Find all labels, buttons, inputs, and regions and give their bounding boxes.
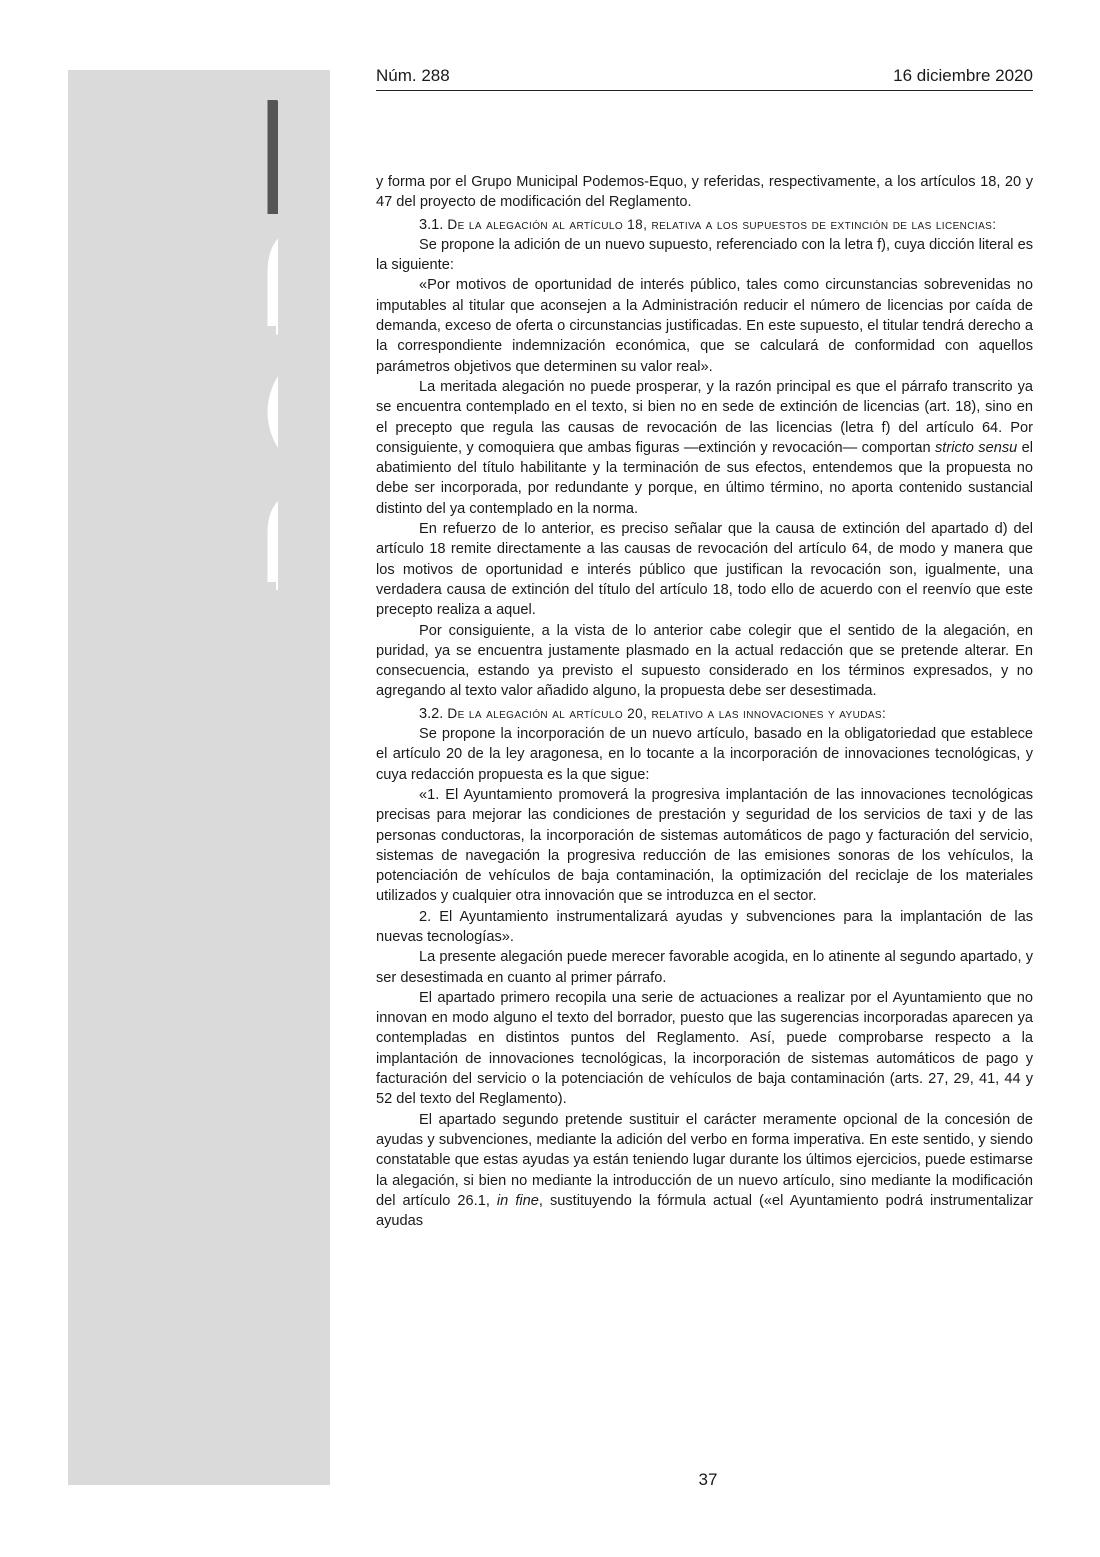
italic-term: stricto sensu [934, 439, 1018, 456]
section-number: 3.1. [419, 216, 444, 233]
paragraph: La presente alegación puede merecer favorable acogida, en lo atinente al segundo apartado, y ser desestimada en cuanto al primer párrafo. [376, 949, 1033, 986]
text-run: El apartado segundo pretende sustituir el carácter meramente opcional de la concesión de ayudas y subvenciones, mediante la adición del verbo en forma imperativa. En este sentido, y siendo constatable que estas ayudas ya están teniendo lugar durante los últimos ejercicios, puede estimarse la alegación, si bien no mediante la introducción de un nuevo artículo, sino mediante la modificación del artículo 26.1, [376, 1111, 1033, 1209]
document-body [376, 172, 1033, 1231]
issue-number: Núm. 288 [376, 66, 450, 85]
paragraph [376, 377, 1033, 519]
paragraph: Se propone la incorporación de un nuevo artículo, basado en la obligatoriedad que establece el artículo 20 de la ley aragonesa, en lo tocante a la incorporación de innovaciones tecnológicas, y cuya redacción propuesta es la que sigue: [376, 726, 1033, 783]
section-title: De la alegación al artículo 20, relativo a las innovaciones y ayudas: [447, 705, 887, 721]
quote-paragraph: «Por motivos de oportunidad de interés público, tales como circunstancias sobrevenidas no imputables al titular que aconsejen a la Administración reducir el número de licencias por caída de demanda, exceso de oferta o circunstancias justificadas. En este supuesto, el titular tendrá derecho a la correspondiente indemnización económica, que se calculará de conformidad con aquellos parámetros objetivos que determinen su valor real». [376, 277, 1033, 375]
page-header [376, 66, 1033, 91]
paragraph [376, 1110, 1033, 1232]
paragraph: El apartado primero recopila una serie de actuaciones a realizar por el Ayuntamiento que no innovan en modo alguno el texto del borrador, puesto que las sugerencias incorporadas aparecen ya contempladas en distintos puntos del Reglamento. Así, puede comprobarse respecto a la implantación de innovaciones tecnológicas, la incorporación de sistemas automáticos de pago y facturación del servicio o la potenciación de vehículos de baja contaminación (arts. 27, 29, 41, 44 y 52 del texto del Reglamento). [376, 989, 1033, 1108]
section-heading-3-2 [376, 704, 1033, 724]
text-run: el abatimiento del título habilitante y la terminación de sus efectos, entendemos que la propuesta no debe ser incorporada, por redundante y porque, en último término, no aporta contenido sustancial distinto del ya contemplado en la norma. [376, 439, 1033, 517]
paragraph: y forma por el Grupo Municipal Podemos-Equo, y referidas, respectivamente, a los artículos 18, 20 y 47 del proyecto de modificación del Reglamento. [376, 174, 1033, 211]
paragraph: En refuerzo de lo anterior, es preciso señalar que la causa de extinción del apartado d) del artículo 18 remite directamente a las causas de revocación del artículo 64, de modo y manera que los motivos de oportunidad e interés público que justifican la revocación son, igualmente, una verdadera causa de extinción del título del artículo 18, todo ello de acuerdo con el reenvío que este precepto realiza a aquel. [376, 521, 1033, 619]
issue-date: 16 diciembre 2020 [893, 66, 1033, 85]
bopz-logo [118, 100, 278, 590]
quote-paragraph: 2. El Ayuntamiento instrumentalizará ayudas y subvenciones para la implantación de las nuevas tecnologías». [376, 908, 1033, 945]
italic-term: in fine [496, 1192, 539, 1209]
section-title: De la alegación al artículo 18, relativa a los supuestos de extinción de las licencias: [447, 216, 997, 232]
text-run: , sustituyendo la fórmula actual («el Ayuntamiento podrá instrumentalizar ayudas [376, 1192, 1033, 1230]
quote-paragraph: «1. El Ayuntamiento promoverá la progresiva implantación de las innovaciones tecnológicas precisas para mejorar las condiciones de prestación y seguridad de los servicios de taxi y de las personas conductoras, la incorporación de sistemas automáticos de pago y facturación del servicio, sistemas de navegación la progresiva reducción de las emisiones sonoras de los vehículos, la potenciación de vehículos de baja contaminación, la optimización del reciclaje de los materiales utilizados y cualquier otra innovación que se introduzca en el sector. [376, 786, 1033, 905]
section-number: 3.2. [419, 705, 444, 722]
paragraph: Por consiguiente, a la vista de lo anterior cabe colegir que el sentido de la alegación, en puridad, ya se encuentra justamente plasmado en la actual redacción que se pretende alterar. En consecuencia, estando ya previsto el supuesto considerado en los términos expresados, y no agregando al texto valor añadido alguno, la propuesta debe ser desestimada. [376, 622, 1033, 700]
page-number: 37 [698, 1470, 718, 1489]
text-run: La meritada alegación no puede prosperar, y la razón principal es que el párrafo transcrito ya se encuentra contemplado en el texto, si bien no en sede de extinción de licencias (art. 18), sino en el precepto que regula las causas de revocación de las licencias (letra f) del artículo 64. Por consiguiente, y comoquiera que ambas figuras —extinción y revocación— comportan [376, 378, 1033, 456]
paragraph: Se propone la adición de un nuevo supuesto, referenciado con la letra f), cuya dicción literal es la siguiente: [376, 236, 1033, 274]
section-heading-3-1 [376, 215, 1033, 235]
